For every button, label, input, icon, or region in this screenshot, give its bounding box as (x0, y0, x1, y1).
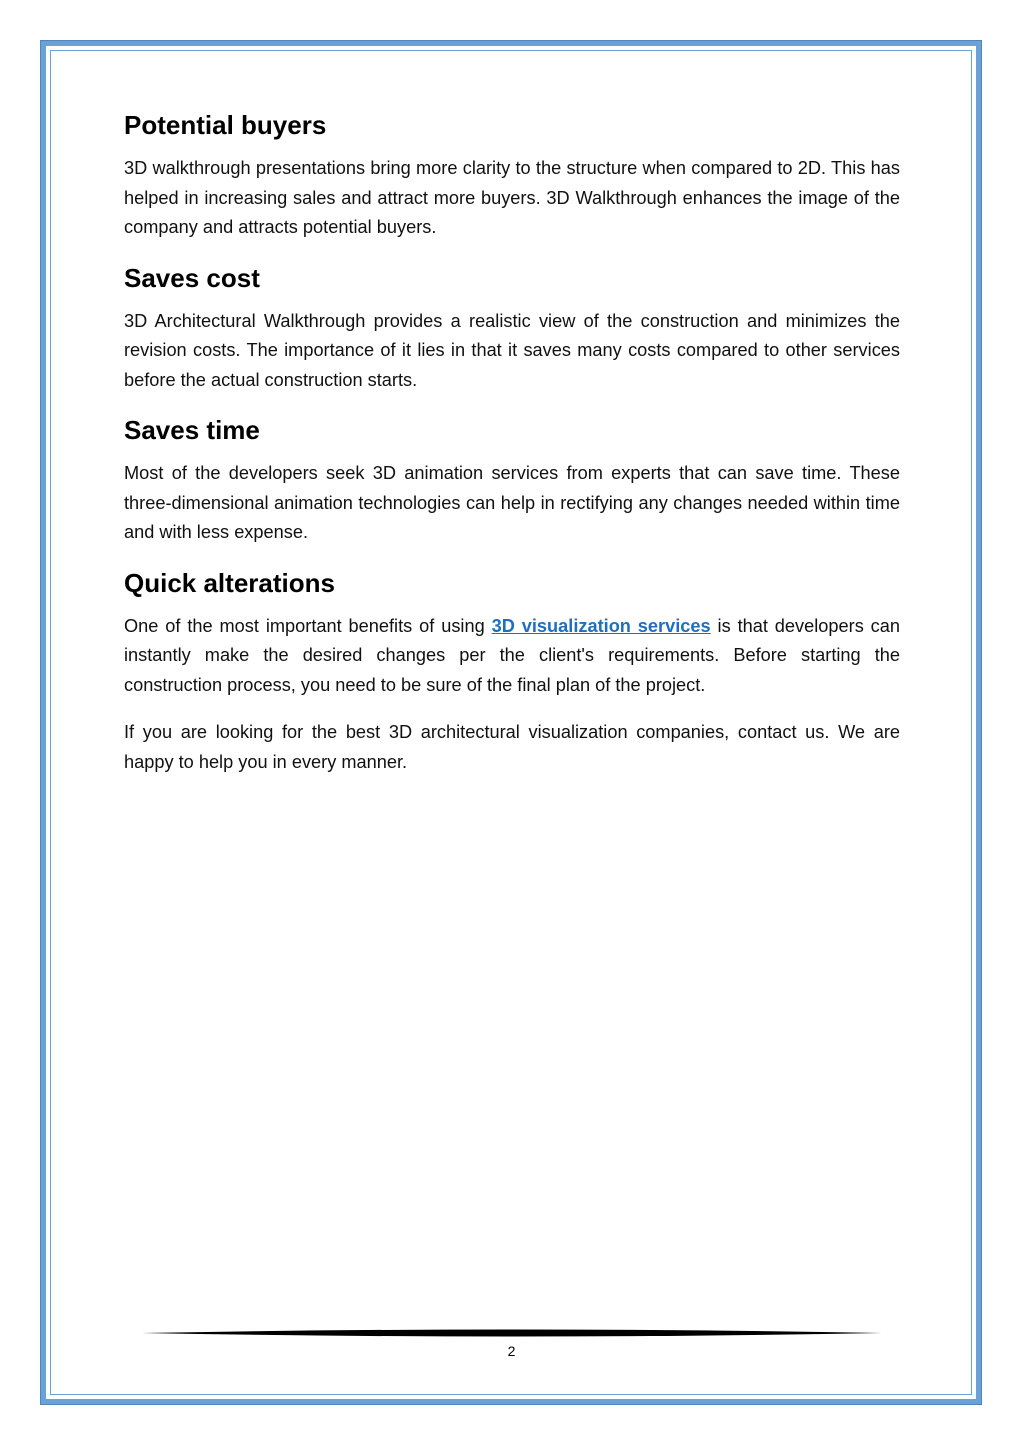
heading-saves-cost: Saves cost (124, 262, 260, 293)
footer-divider (142, 1326, 882, 1340)
document-body (124, 108, 900, 795)
closing-paragraph: If you are looking for the best 3D architectural visualization companies, contact us. We are happy to help you in every manner. (124, 722, 900, 772)
visualization-services-link[interactable]: 3D visualization services (491, 615, 711, 636)
paragraph-potential-buyers: 3D walkthrough presentations bring more clarity to the structure when compared to 2D. This has helped in increasing sales and attract more buyers. 3D Walkthrough enhances the image of the company and attracts potential buyers. (124, 158, 900, 237)
paragraph-saves-cost: 3D Architectural Walkthrough provides a realistic view of the construction and minimizes the revision costs. The importance of it lies in that it saves many costs compared to other services before the actual construction starts. (124, 310, 900, 390)
paragraph-saves-time: Most of the developers seek 3D animation services from experts that can save time. These three-dimensional animation technologies can help in rectifying any changes needed within time and with less expense. (124, 463, 900, 542)
heading-quick-alterations: Quick alterations (124, 567, 335, 598)
paragraph-quick-alterations (124, 612, 900, 701)
paragraph-text-after-link: is that developers can instantly make the desired changes per the client's requirements. Before starting the construction process, you need to be sure of the final plan of the project. (124, 615, 901, 695)
paragraph-text-before-link: One of the most important benefits of using (124, 615, 492, 636)
page-number: 2 (507, 1343, 516, 1359)
heading-saves-time: Saves time (124, 415, 260, 445)
heading-potential-buyers: Potential buyers (124, 110, 327, 140)
